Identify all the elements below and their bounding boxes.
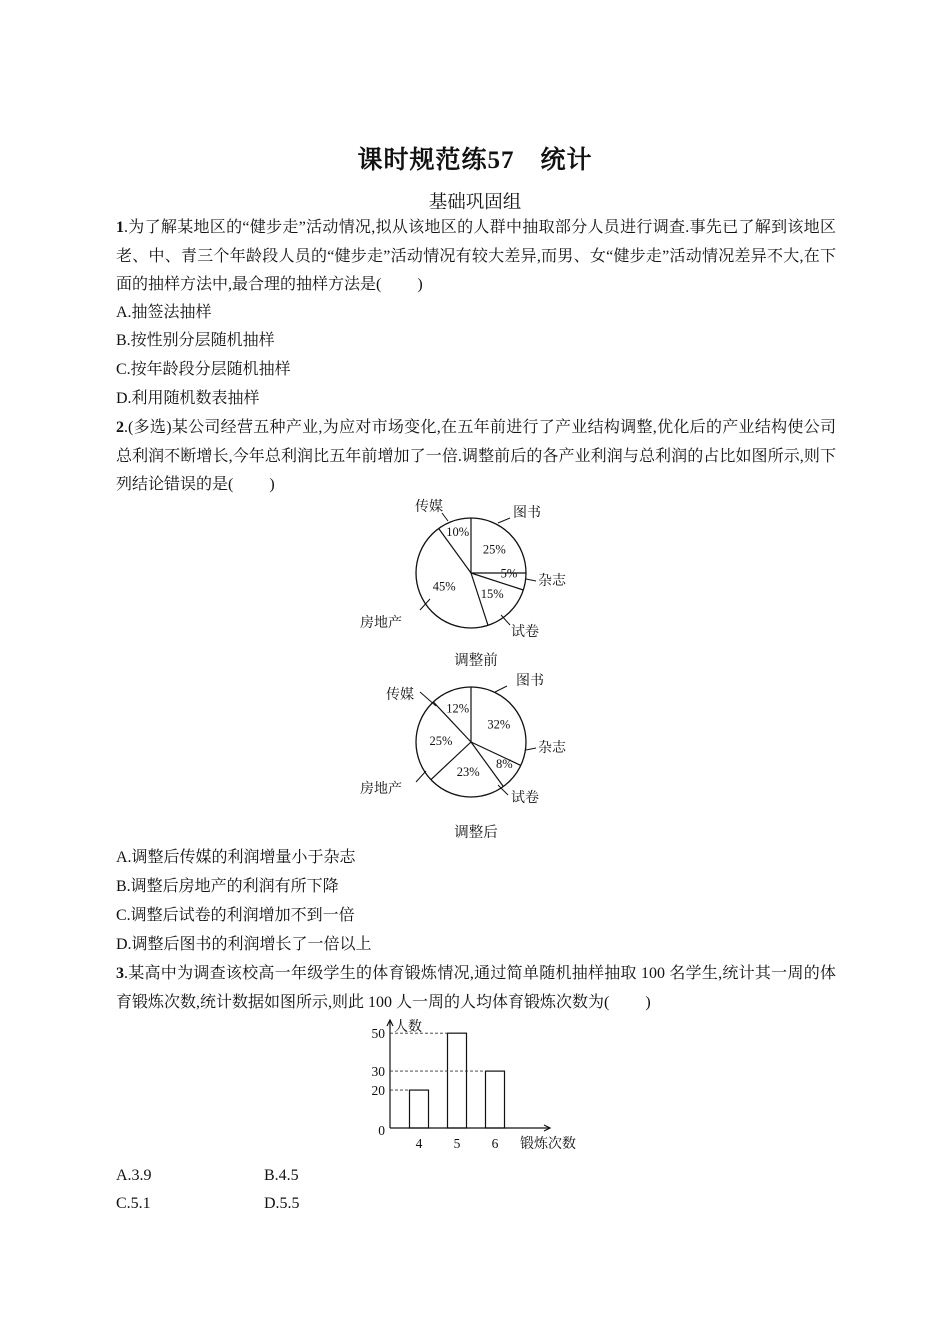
y-tick-label: 0 xyxy=(378,1123,385,1138)
question-1-text: .为了解某地区的“健步走”活动情况,拟从该地区的人群中抽取部分人员进行调查.事先已了解到该地区老、中、青三个年龄段人员的“健步走”活动情况有较大差异,而男、女“健步走”活动情况差异不大,在下面的抽样方法中,最合理的抽样方法是( xyxy=(116,219,836,293)
pie-leader-line xyxy=(416,771,426,782)
pie-leader-line xyxy=(526,748,536,750)
pie-caption-after: 调整后 xyxy=(454,825,498,841)
pie-leader-line xyxy=(420,692,436,706)
q1-option-d: D.利用随机数表抽样 xyxy=(116,390,260,407)
question-1-close: ) xyxy=(417,276,423,293)
x-axis-label: 锻炼次数 xyxy=(520,1137,576,1152)
bar-chart xyxy=(360,1012,590,1162)
y-tick-label: 30 xyxy=(371,1064,385,1080)
bar xyxy=(410,1090,429,1128)
pie-category-label: 房地产 xyxy=(360,782,402,797)
q1-option-b: B.按性别分层随机抽样 xyxy=(116,332,275,349)
q2-option-b: B.调整后房地产的利润有所下降 xyxy=(116,878,339,895)
pie-slice-percent: 45% xyxy=(432,579,456,594)
pie-slice-percent: 8% xyxy=(495,757,513,772)
q3-option-d: D.5.5 xyxy=(264,1195,300,1212)
question-1 xyxy=(116,214,836,300)
pie-slice-percent: 5% xyxy=(500,566,518,581)
x-tick-label: 6 xyxy=(491,1136,499,1151)
pie-slice-percent: 10% xyxy=(446,525,470,540)
q3-option-c: C.5.1 xyxy=(116,1195,151,1212)
pie-category-label: 杂志 xyxy=(538,574,566,589)
pie-category-label: 传媒 xyxy=(386,688,414,703)
pie-category-label: 图书 xyxy=(516,674,544,689)
bar xyxy=(486,1071,505,1128)
pie-slice-percent: 23% xyxy=(456,764,480,779)
pie-slice-percent: 12% xyxy=(446,701,470,716)
pie-category-label: 传媒 xyxy=(415,500,443,515)
y-tick-label: 20 xyxy=(371,1083,385,1099)
page-title: 课时规范练57 统计 xyxy=(357,147,593,174)
question-3-close: ) xyxy=(645,993,651,1011)
question-3-number: 3 xyxy=(116,965,124,982)
y-tick-label: 50 xyxy=(371,1026,385,1042)
q2-option-a: A.调整后传媒的利润增量小于杂志 xyxy=(116,849,356,866)
question-3 xyxy=(116,960,836,1017)
y-axis-label: 人数 xyxy=(394,1020,422,1035)
question-3-text: .某高中为调查该校高一年级学生的体育锻炼情况,通过简单随机抽样抽取 100 名学生,统计其一周的体育锻炼次数,统计数据如图所示,则此 100 人一周的人均体育锻炼次数为( xyxy=(116,965,836,1011)
q2-option-c: C.调整后试卷的利润增加不到一倍 xyxy=(116,907,355,924)
section-title: 基础巩固组 xyxy=(428,193,522,213)
q3-option-b: B.4.5 xyxy=(264,1167,299,1184)
x-tick-label: 4 xyxy=(415,1136,423,1151)
question-2 xyxy=(116,414,836,500)
q3-option-a: A.3.9 xyxy=(116,1167,152,1184)
pie-category-label: 房地产 xyxy=(360,616,402,631)
pie-slice-percent: 25% xyxy=(429,734,453,749)
pie-slice-percent: 25% xyxy=(482,542,506,557)
pie-chart-before xyxy=(360,495,580,645)
pie-category-label: 试卷 xyxy=(511,625,539,640)
question-2-text: .(多选)某公司经营五种产业,为应对市场变化,在五年前进行了产业结构调整,优化后的产业结构使公司总利润不断增长,今年总利润比五年前增加了一倍.调整前后的各产业利润与总利润的占比如图所示,则下列结论错误的是( xyxy=(116,419,836,493)
q1-option-c: C.按年龄段分层随机抽样 xyxy=(116,361,291,378)
question-1-number: 1 xyxy=(116,219,124,236)
pie-caption-before: 调整前 xyxy=(454,653,498,669)
q1-option-a: A.抽签法抽样 xyxy=(116,304,212,321)
pie-category-label: 试卷 xyxy=(511,791,539,806)
pie-slice-percent: 15% xyxy=(480,587,504,602)
pie-category-label: 图书 xyxy=(513,506,541,521)
pie-leader-line xyxy=(495,686,507,692)
pie-leader-line xyxy=(526,579,536,581)
pie-chart-after xyxy=(360,666,580,811)
pie-slice-percent: 32% xyxy=(487,717,511,732)
question-2-number: 2 xyxy=(116,419,124,436)
x-tick-label: 5 xyxy=(453,1136,461,1151)
question-2-close: ) xyxy=(269,476,275,493)
pie-leader-line xyxy=(498,518,510,523)
bar xyxy=(448,1033,467,1128)
pie-category-label: 杂志 xyxy=(538,741,566,756)
q2-option-d: D.调整后图书的利润增长了一倍以上 xyxy=(116,936,372,953)
